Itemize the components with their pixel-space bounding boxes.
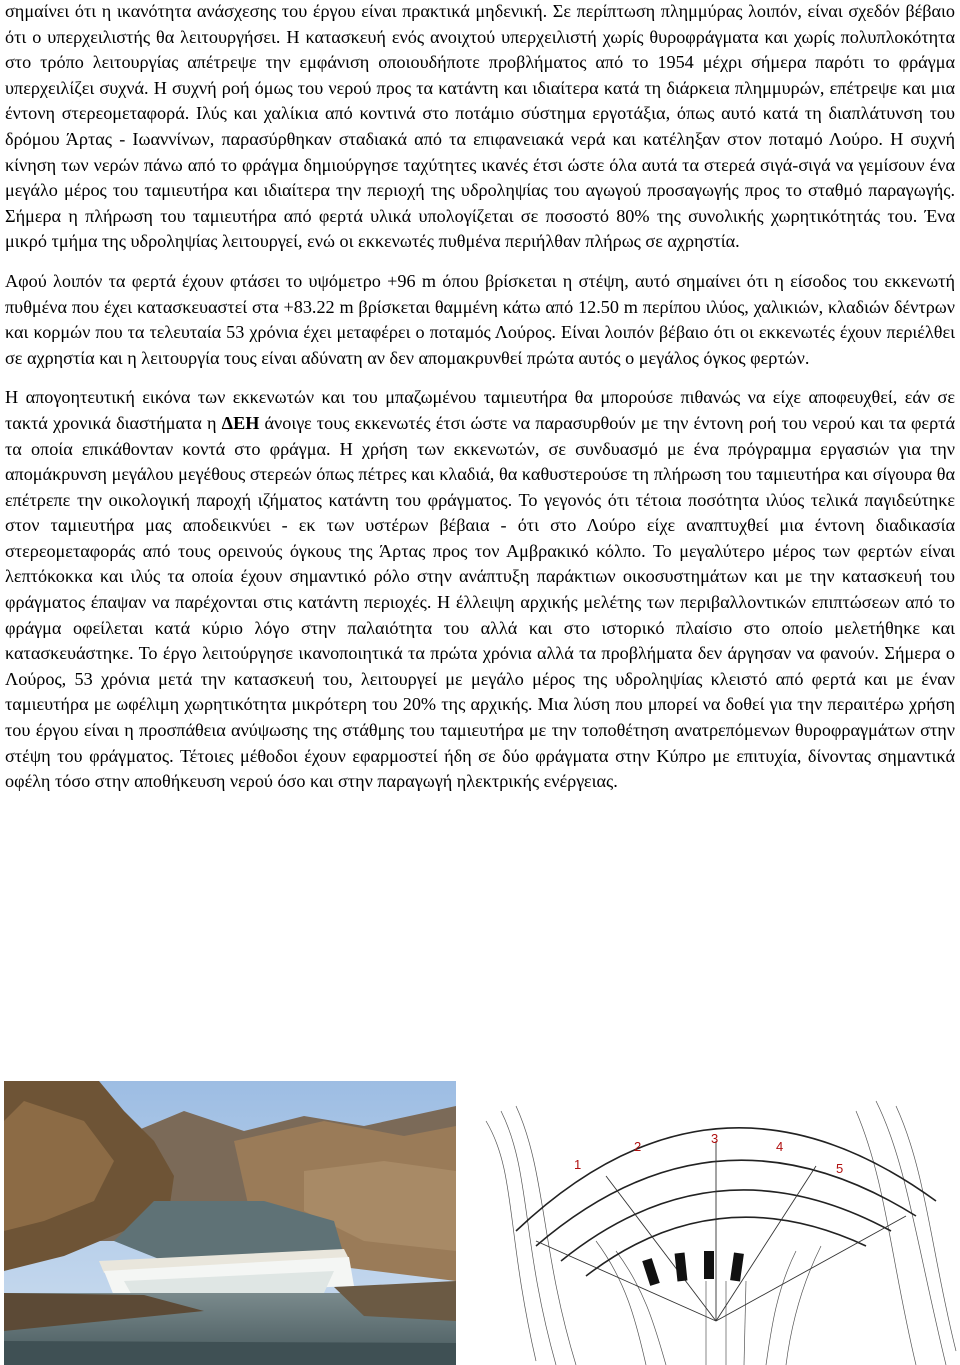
- dam-plan-drawing: [476, 1081, 960, 1365]
- paragraph-3: [5, 385, 955, 795]
- figures-row: [0, 1081, 960, 1365]
- paragraph-3-text-a: Η απογοητευτική εικόνα των εκκενωτών και του μπαζωμένου ταμιευτήρα θα μπορούσε πιθανώς να είχε αποφευχθεί, εάν σε τακτά χρονικά διαστήματα η: [5, 387, 955, 433]
- plan-label-1: 1: [574, 1157, 582, 1172]
- plan-label-5: 5: [836, 1161, 844, 1176]
- paragraph-2: Αφού λοιπόν τα φερτά έχουν φτάσει το υψόμετρο +96 m όπου βρίσκεται η στέψη, αυτό σημαίνει ότι η είσοδος του εκκενωτή πυθμένα που έχει κατασκευαστεί στα +83.22 m βρίσκεται θαμμένη κάτω από 12.50 m περίπου ιλύος, χαλικιών, κλαδιών δέντρων και κορμών που τα τελευταία 53 χρόνια έχει μεταφέρει ο ποταμός Λούρος. Είναι λοιπόν βέβαιο ότι οι εκκενωτές έχουν περιέλθει σε αχρηστία και η λειτουργία τους είναι αδύνατη αν δεν απομακρυνθεί πρώτα αυτός ο μεγάλος όγκος φερτών.: [5, 270, 955, 368]
- dam-photo-image: [4, 1081, 456, 1365]
- document-body: [5, 0, 955, 809]
- dam-photo: [4, 1081, 456, 1365]
- paragraph-3-text-b: άνοιγε τους εκκενωτές έτσι ώστε να παρασυρθούν με την έντονη ροή του νερού και τα φερτά τα οποία επικάθονταν κοντά στο φράγμα. Η χρήση των εκκενωτών, σε συνδυασμό με ένα πρόγραμμα εργασιών για την απομάκρυνση μεγάλου μεγέθους στερεών όπως πέτρες και κλαδιά, θα καθυστερούσε τη πλήρωση του ταμιευτήρα και σίγουρα θα επέτρεπε την οικολογική παροχή ιζήματος κατάντη του φράγματος. Το γεγονός ότι τέτοια ποσότητα ιλύος τελικά παγιδεύτηκε στον ταμιευτήρα μας αποδεικνύει - εκ των υστέρων βέβαια - ότι στο Λούρο είχε αναπτυχθεί μια έντονη διαδικασία στερεομεταφοράς από τους ορεινούς όγκους της Άρτας προς τον Αμβρακικό κόλπο. Το μεγαλύτερο μέρος των φερτών είναι λεπτόκοκκα και ιλύς τα οποία έχουν σημαντικό ρόλο στην ανάπτυξη παράκτιων οικοσυστημάτων και με την κατασκευή του φράγματος έπαψαν να παρέχονται στις κατάντη περιοχές. Η έλλειψη αρχικής μελέτης των περιβαλλοντικών επιπτώσεων από το φράγμα οφείλεται κατά κύριο λόγο στην παλαιότητα του αλλά και στο ιστορικό πλαίσιο στο οποίο μελετήθηκε και κατασκευάστηκε. Το έργο λειτούργησε ικανοποιητικά τα πρώτα χρόνια αλλά τα προβλήματα δεν άργησαν να φανούν. Σήμερα ο Λούρος, 53 χρόνια μετά την κατασκευή του, λειτουργεί με μεγάλο μέρος της υδροληψίας κλειστό από φερτά και με έναν ταμιευτήρα με ωφέλιμη χωρητικότητα μικρότερη του 20% της αρχικής. Μια λύση που μπορεί να δοθεί για την περαιτέρω χρήση του έργου είναι η προσπάθεια ανύψωσης της στάθμης του ταμιευτήρα με την τοποθέτηση ανατρεπόμενων θυροφραγμάτων στην στέψη του φράγματος. Τέτοιες μέθοδοι έχουν εφαρμοστεί ήδη σε δύο φράγματα στην Κύπρο με επιτυχία, δίνοντας σημαντικά οφέλη τόσο στην αποθήκευση νερού όσο και στην παραγωγή ηλεκτρικής ενέργειας.: [5, 412, 955, 792]
- dam-plan-image: [476, 1081, 960, 1365]
- plan-label-3: 3: [711, 1131, 719, 1146]
- plan-label-2: 2: [634, 1139, 642, 1154]
- deh-emphasis: ΔΕΗ: [221, 412, 260, 433]
- plan-label-4: 4: [776, 1139, 784, 1154]
- paragraph-1: σημαίνει ότι η ικανότητα ανάσχεσης του έργου είναι πρακτικά μηδενική. Σε περίπτωση πλημμύρας λοιπόν, είναι σχεδόν βέβαιο ότι ο υπερχειλιστής θα λειτουργήσει. Η κατασκευή ενός ανοιχτού υπερχειλιστή χωρίς θυροφράγματα και χωρίς πολυπλοκότητα στο τρόπο λειτουργίας απέτρεψε την εμφάνιση οποιουδήποτε προβλήματος από το 1954 μέχρι σήμερα παρότι το φράγμα υπερχειλίζει συχνά. Η συχνή ροή όμως του νερού προς τα κατάντη και ιδιαίτερα κατά τη διάρκεια πλημμυρών, επέτρεψε και μια έντονη στερεομεταφορά. Ιλύς και χαλίκια από κοντινά στο ποτάμιο σύστημα εργοτάξια, όπως αυτό κατά τη διαπλάτυνση του δρόμου Άρτας - Ιωαννίνων, παρασύρθηκαν σταδιακά από τα επιφανειακά νερά και κατέληξαν στον ποταμό Λούρο. Η συχνή κίνηση των νερών πάνω από το φράγμα δημιούργησε ταχύτητες ικανές έτσι ώστε όλα αυτά τα στερεά σιγά-σιγά να γεμίσουν ένα μεγάλο μέρος του ταμιευτήρα και ιδιαίτερα την περιοχή της υδροληψίας του αγωγού προσαγωγής προς το σταθμό παραγωγής. Σήμερα η πλήρωση του ταμιευτήρα από φερτά υλικά υπολογίζεται σε ποσοστό 80% της συνολικής χωρητικότητάς του. Ένα μικρό τμήμα της υδροληψίας λειτουργεί, ενώ οι εκκενωτές πυθμένα περιήλθαν πλήρως σε αχρηστία.: [5, 1, 955, 252]
